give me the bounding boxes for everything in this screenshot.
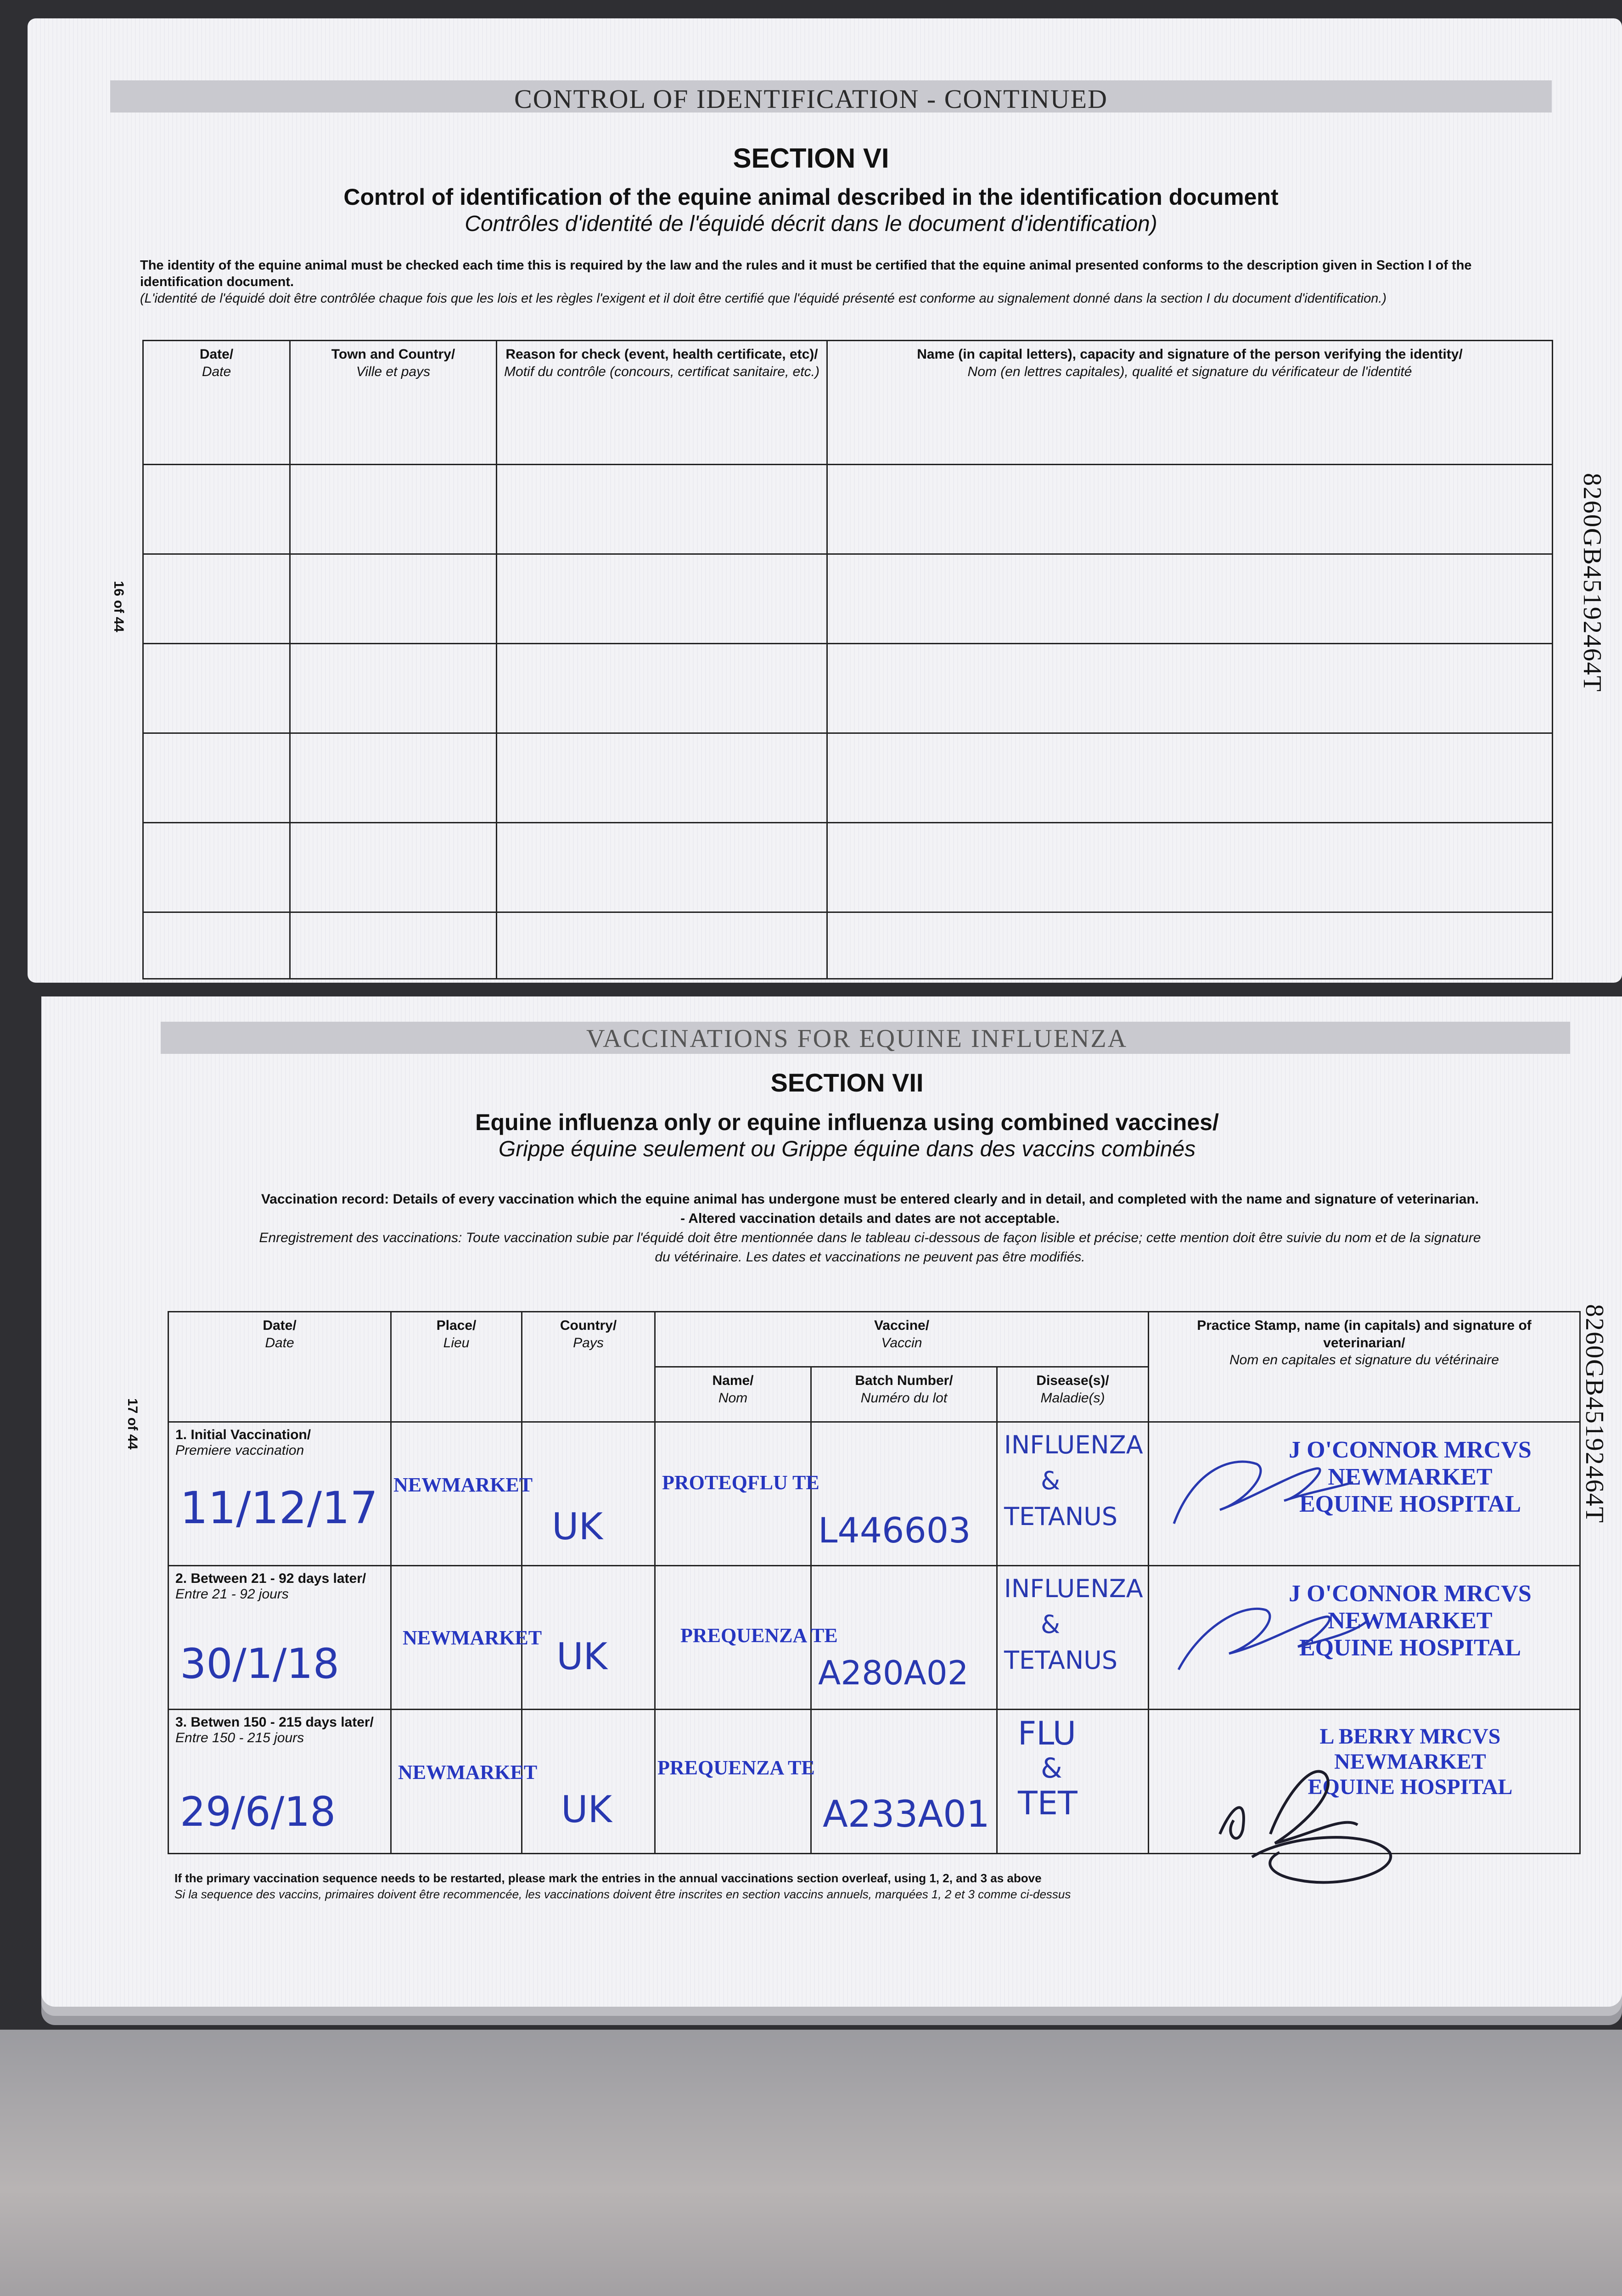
- table-header-row: [143, 341, 1553, 465]
- handwritten-date: 29/6/18: [180, 1788, 336, 1835]
- vet-stamp-cell[interactable]: [1149, 1422, 1580, 1566]
- table-cell[interactable]: [497, 733, 827, 823]
- date-cell[interactable]: [168, 1710, 391, 1854]
- table-cell[interactable]: [143, 733, 290, 823]
- upper-title-en: Control of identification of the equine animal described in the identification document: [343, 184, 1279, 210]
- row-label-fr: Entre 150 - 215 jours: [175, 1730, 304, 1745]
- handwritten-country: UK: [556, 1635, 608, 1678]
- handwritten-batch: A233A01: [823, 1793, 990, 1835]
- batch-cell[interactable]: [811, 1566, 997, 1710]
- row-label-fr: Entre 21 - 92 jours: [175, 1587, 289, 1602]
- col-place-header: Place/ Lieu: [391, 1312, 522, 1422]
- stamp-line-3: EQUINE HOSPITAL: [1308, 1775, 1513, 1799]
- section-vi-title: SECTION VI: [733, 143, 889, 174]
- disease-cell[interactable]: [997, 1422, 1149, 1566]
- background-surface: [0, 2030, 1622, 2296]
- col-date-header: Date/ Date: [168, 1312, 391, 1422]
- table-cell[interactable]: [290, 465, 497, 554]
- handwritten-disease-3: TET: [1018, 1784, 1078, 1822]
- stamp-line-1: J O'CONNOR MRCVS: [1289, 1437, 1532, 1463]
- vaccine-name-cell[interactable]: [655, 1422, 819, 1566]
- col-reason-header: Reason for check (event, health certificate, etc)/ Motif du contrôle (concours, certificat sanitaire, etc.): [497, 341, 827, 465]
- vet-signature-3: [1206, 1742, 1463, 1889]
- place-stamp: NEWMARKET: [393, 1474, 533, 1496]
- record-fr-2: du vétérinaire. Les dates et vaccinations ne peuvent pas être modifiés.: [655, 1249, 1085, 1265]
- upper-instruction-fr: (L'identité de l'équidé doit être contrôlée chaque fois que les lois et les règles l'exigent et il doit être certifié que l'équidé présenté est conforme au signalement donné dans la section I du document d'identification.): [140, 291, 1387, 306]
- table-cell[interactable]: [290, 554, 497, 644]
- record-en-2: - Altered vaccination details and dates are not acceptable.: [680, 1211, 1060, 1226]
- upper-title-fr: Contrôles d'identité de l'équidé décrit dans le document d'identification): [465, 212, 1157, 236]
- handwritten-disease-1: INFLUENZA: [1004, 1574, 1143, 1603]
- table-cell[interactable]: [827, 823, 1553, 912]
- upper-header: CONTROL OF IDENTIFICATION - CONTINUED: [514, 84, 1108, 114]
- identification-control-table: [142, 340, 1553, 979]
- col-name-header: Name (in capital letters), capacity and signature of the person verifying the identity/ Nom (en lettres capitales), qualité et signature du vérificateur de l'identité: [827, 341, 1553, 465]
- date-cell[interactable]: [168, 1566, 391, 1710]
- vaccination-row-1: [168, 1422, 1580, 1566]
- date-cell[interactable]: [168, 1422, 391, 1566]
- stamp-line-2: NEWMARKET: [1328, 1608, 1493, 1634]
- batch-cell[interactable]: [811, 1422, 997, 1566]
- footnote-fr: Si la sequence des vaccins, primaires doivent être recommencée, les vaccinations doivent être inscrites en section vaccins annuels, marquées 1, 2 et 3 comme ci-dessus: [174, 1887, 1071, 1901]
- place-stamp: NEWMARKET: [398, 1761, 538, 1784]
- vet-signature-2: [1169, 1589, 1371, 1681]
- vaccination-table: [168, 1311, 1581, 1854]
- page-number-16: 16 of 44: [111, 581, 126, 632]
- table-cell[interactable]: [497, 912, 827, 979]
- lower-title-fr: Grippe équine seulement ou Grippe équine dans des vaccins combinés: [498, 1137, 1196, 1161]
- batch-cell[interactable]: [811, 1710, 997, 1854]
- vacc-header-row-1: [168, 1312, 1580, 1367]
- handwritten-disease-2: &: [1041, 1610, 1061, 1639]
- col-town-header: Town and Country/ Ville et pays: [290, 341, 497, 465]
- table-cell[interactable]: [290, 733, 497, 823]
- handwritten-disease-2: &: [1041, 1466, 1061, 1495]
- handwritten-disease-3: TETANUS: [1004, 1502, 1118, 1531]
- place-cell[interactable]: [391, 1422, 533, 1566]
- table-cell[interactable]: [290, 912, 497, 979]
- place-stamp: NEWMARKET: [403, 1626, 542, 1649]
- stamp-line-3: EQUINE HOSPITAL: [1299, 1635, 1521, 1661]
- handwritten-country: UK: [561, 1788, 612, 1831]
- handwritten-country: UK: [552, 1505, 603, 1548]
- col-date-header: Date/ Date: [143, 341, 290, 465]
- table-cell[interactable]: [143, 823, 290, 912]
- col-stamp-header: Practice Stamp, name (in capitals) and signature of veterinarian/ Nom en capitales et signature du vétérinaire: [1149, 1312, 1580, 1422]
- record-fr-1: Enregistrement des vaccinations: Toute vaccination subie par l'équidé doit être mentionnée dans le tableau ci-dessous de façon lisible et précise; cette mention doit être suivie du nom et de la signature: [259, 1230, 1481, 1245]
- country-cell[interactable]: [522, 1422, 655, 1566]
- table-cell[interactable]: [290, 823, 497, 912]
- stamp-line-1: J O'CONNOR MRCVS: [1289, 1581, 1532, 1607]
- vet-signature-1: [1165, 1446, 1358, 1537]
- vaccine-name-cell[interactable]: [655, 1566, 838, 1710]
- table-cell[interactable]: [290, 644, 497, 733]
- col-disease-header: Disease(s)/ Maladie(s): [997, 1367, 1149, 1422]
- table-cell[interactable]: [143, 554, 290, 644]
- handwritten-disease-2: &: [1041, 1752, 1062, 1784]
- handwritten-disease-3: TETANUS: [1004, 1646, 1118, 1675]
- passport-number-lower: 8260GB45192464T: [1580, 1304, 1609, 1524]
- vaccination-row-2: [168, 1566, 1580, 1710]
- passport-number-upper: 8260GB45192464T: [1578, 473, 1606, 692]
- footnote-en: If the primary vaccination sequence needs to be restarted, please mark the entries in the annual vaccinations section overleaf, using 1, 2, and 3 as above: [174, 1871, 1042, 1885]
- stamp-line-2: NEWMARKET: [1334, 1750, 1486, 1774]
- table-row: [143, 733, 1553, 823]
- vet-stamp-cell[interactable]: [1149, 1566, 1580, 1710]
- lower-header: VACCINATIONS FOR EQUINE INFLUENZA: [586, 1024, 1128, 1053]
- vaccine-name-stamp: PREQUENZA TE: [657, 1756, 815, 1779]
- table-row: [143, 644, 1553, 733]
- row-label-en: 3. Betwen 150 - 215 days later/: [175, 1715, 374, 1730]
- table-cell[interactable]: [827, 554, 1553, 644]
- handwritten-disease-1: FLU: [1018, 1715, 1077, 1752]
- disease-cell[interactable]: [997, 1566, 1149, 1710]
- table-cell[interactable]: [497, 554, 827, 644]
- table-cell[interactable]: [143, 912, 290, 979]
- handwritten-date: 30/1/18: [180, 1640, 339, 1688]
- table-cell[interactable]: [497, 465, 827, 554]
- col-batch-header: Batch Number/ Numéro du lot: [811, 1367, 997, 1422]
- place-cell[interactable]: [391, 1566, 542, 1710]
- table-cell[interactable]: [827, 912, 1553, 979]
- table-row: [143, 823, 1553, 912]
- vaccine-name-stamp: PROTEQFLU TE: [662, 1471, 819, 1494]
- page-number-17: 17 of 44: [125, 1398, 140, 1450]
- section-vii-title: SECTION VII: [770, 1068, 924, 1097]
- vaccine-name-cell[interactable]: [655, 1710, 815, 1854]
- row-label-en: 1. Initial Vaccination/: [175, 1427, 311, 1442]
- table-cell[interactable]: [827, 465, 1553, 554]
- lower-title-en: Equine influenza only or equine influenza using combined vaccines/: [475, 1109, 1219, 1135]
- table-cell[interactable]: [143, 644, 290, 733]
- col-country-header: Country/ Pays: [522, 1312, 655, 1422]
- handwritten-batch: A280A02: [818, 1654, 969, 1692]
- vaccine-name-stamp: PREQUENZA TE: [680, 1624, 838, 1647]
- handwritten-date: 11/12/17: [180, 1482, 378, 1534]
- table-cell[interactable]: [827, 733, 1553, 823]
- table-row: [143, 465, 1553, 554]
- row-label-en: 2. Between 21 - 92 days later/: [175, 1571, 366, 1586]
- record-en-1: Vaccination record: Details of every vaccination which the equine animal has undergone must be entered clearly and in detail, and completed with the name and signature of veterinarian.: [261, 1192, 1479, 1207]
- table-cell[interactable]: [143, 465, 290, 554]
- stamp-line-3: EQUINE HOSPITAL: [1299, 1491, 1521, 1517]
- stamp-line-2: NEWMARKET: [1328, 1464, 1493, 1490]
- table-row: [143, 554, 1553, 644]
- upper-instruction-en: The identity of the equine animal must be checked each time this is required by the law and the rules and it must be certified that the equine animal presented conforms to the description given in Section I of the identification document.: [140, 258, 1472, 289]
- handwritten-batch: L446603: [818, 1510, 971, 1551]
- table-cell[interactable]: [497, 644, 827, 733]
- stamp-line-1: L BERRY MRCVS: [1319, 1724, 1501, 1749]
- disease-cell[interactable]: [997, 1710, 1149, 1854]
- table-row: [143, 912, 1553, 979]
- row-label-fr: Premiere vaccination: [175, 1443, 304, 1458]
- country-cell[interactable]: [522, 1710, 655, 1854]
- table-cell[interactable]: [827, 644, 1553, 733]
- col-vaccine-header: Vaccine/ Vaccin: [655, 1312, 1149, 1367]
- handwritten-disease-1: INFLUENZA: [1004, 1430, 1143, 1459]
- place-cell[interactable]: [391, 1710, 538, 1854]
- table-cell[interactable]: [497, 823, 827, 912]
- country-cell[interactable]: [522, 1566, 655, 1710]
- vaccination-row-3: [168, 1710, 1580, 1854]
- vet-stamp-cell[interactable]: [1149, 1710, 1580, 1854]
- col-vaccine-name-header: Name/ Nom: [655, 1367, 811, 1422]
